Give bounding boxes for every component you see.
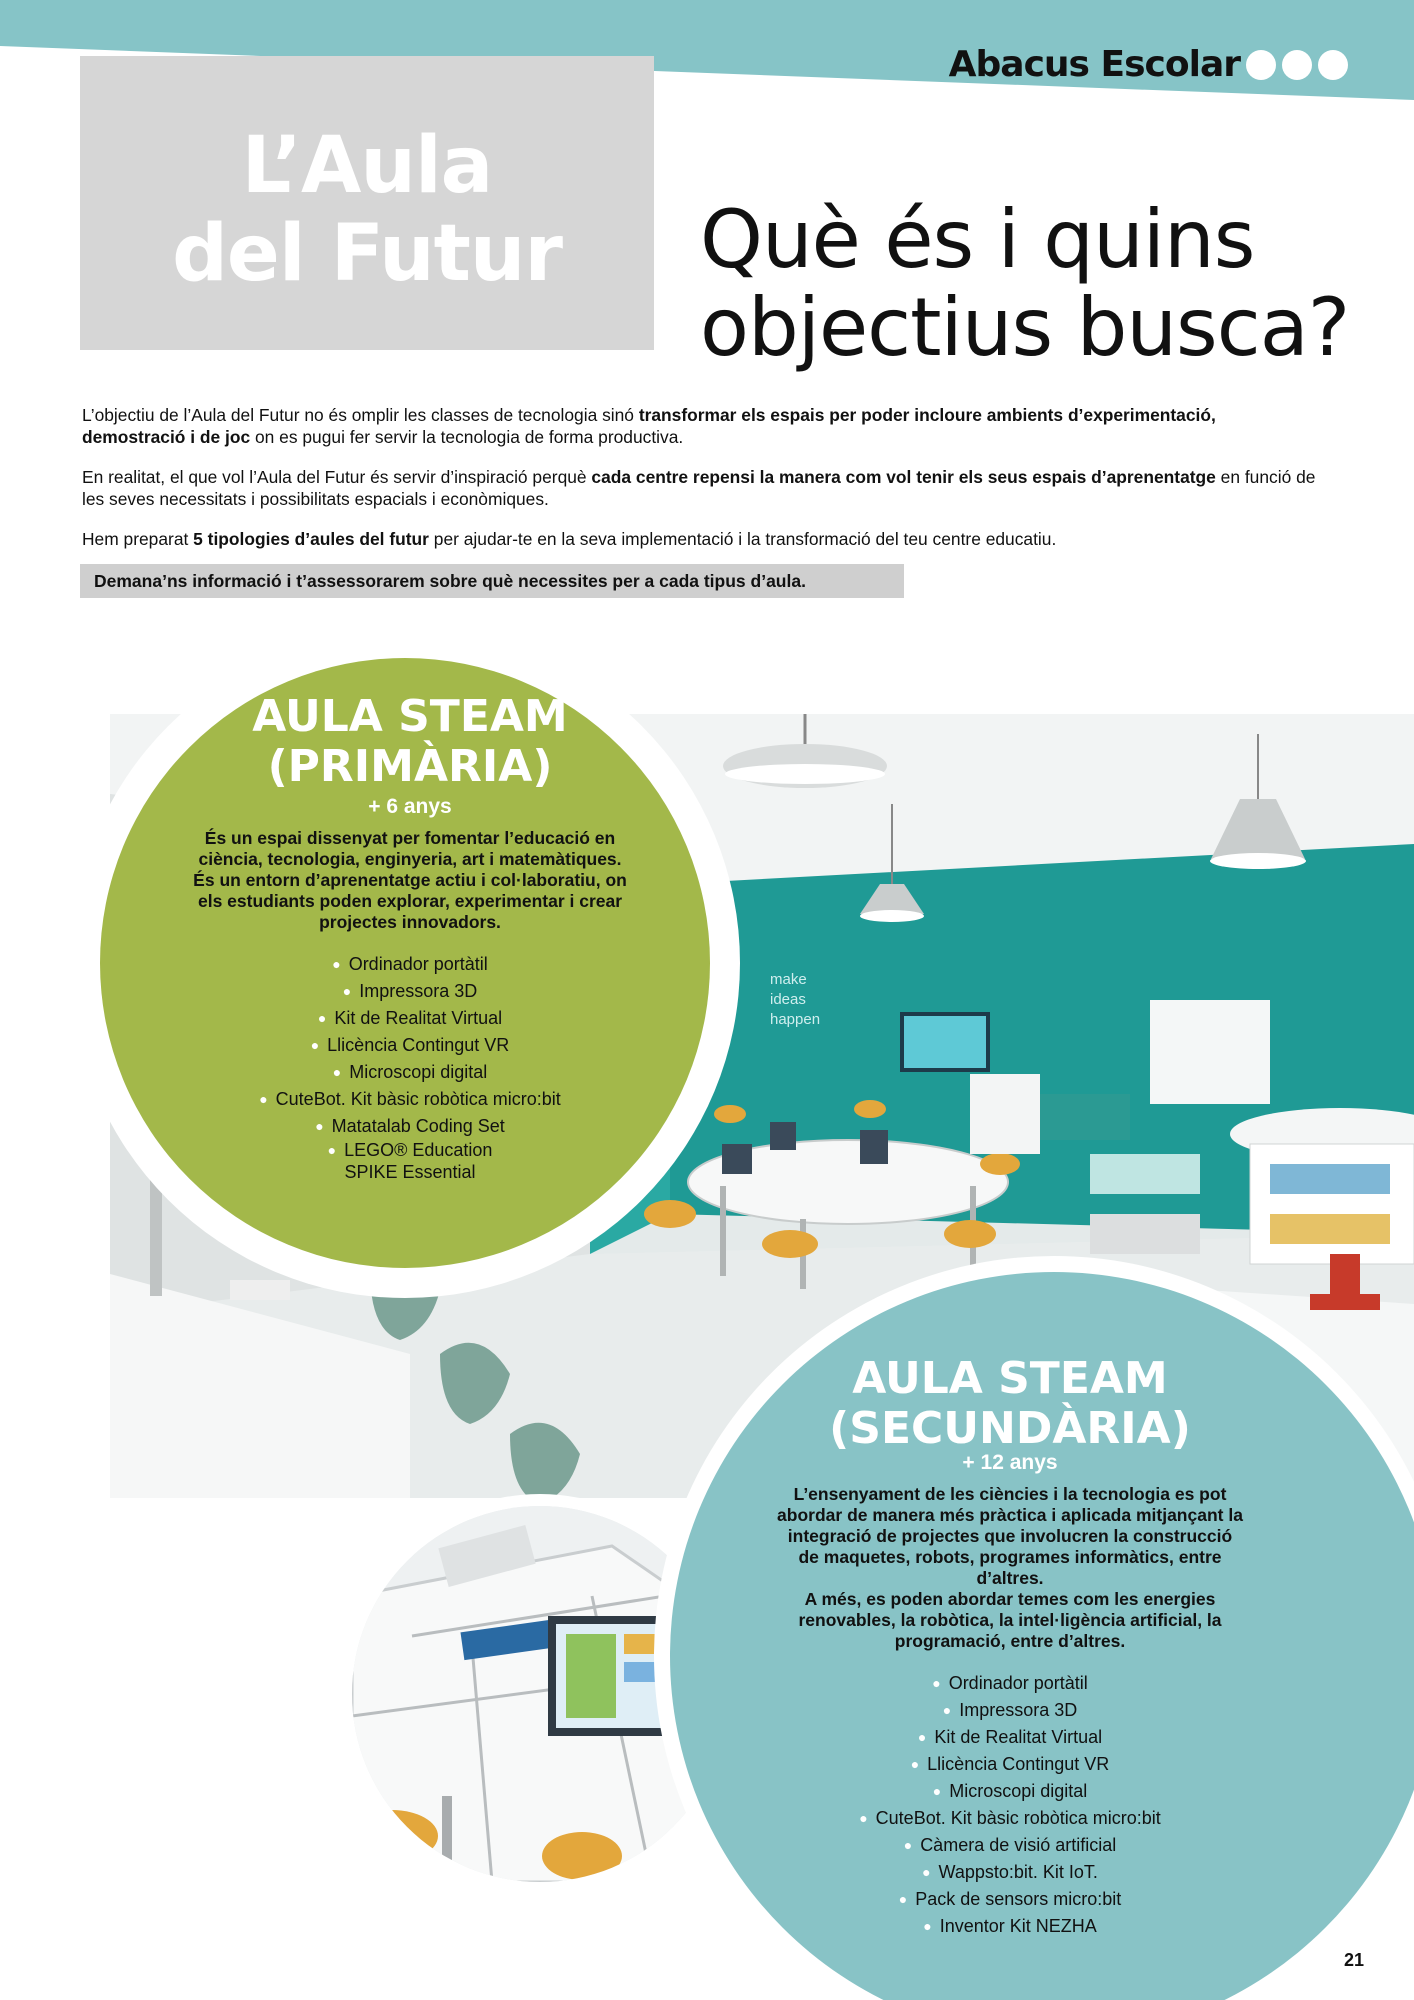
secondary-age: + 12 anys <box>962 1451 1058 1474</box>
list-item: ● Microscopi digital <box>332 1062 488 1082</box>
page-title-line1: L’Aula <box>241 121 493 211</box>
intro-paragraph-3: Hem preparat 5 tipologies d’aules del futur per ajudar-te en la seva implementació i la transformació del teu centre educatiu. <box>82 529 1057 549</box>
page-title-box <box>80 56 654 350</box>
page-number: 21 <box>1343 1950 1364 1970</box>
list-item: ● Kit de Realitat Virtual <box>317 1008 503 1028</box>
list-item: ● Pack de sensors micro:bit <box>898 1889 1122 1909</box>
section-heading-line2: objectius busca? <box>700 281 1350 374</box>
secondary-section <box>740 1354 1280 1940</box>
list-item: ● Llicència Contingut VR <box>910 1754 1110 1774</box>
page-title-line2: del Futur <box>172 209 562 299</box>
section-heading-line1: Què és i quins <box>700 193 1255 286</box>
list-item: ● LEGO® Education SPIKE Essential <box>327 1140 493 1182</box>
primary-equipment-list <box>150 951 670 1183</box>
secondary-title-line2: (SECUNDÀRIA) <box>829 1403 1191 1454</box>
list-item: ● Impressora 3D <box>342 981 478 1001</box>
list-item: ● Kit de Realitat Virtual <box>917 1727 1103 1747</box>
list-item: ● Llicència Contingut VR <box>310 1035 510 1055</box>
secondary-description-2: A més, es poden abordar temes com les energies renovables, la robòtica, la intel·ligència artificial, la programació, entre d’altres. <box>798 1589 1222 1651</box>
list-item: ● Inventor Kit NEZHA <box>923 1916 1097 1936</box>
info-callout-text: Demana’ns informació i t’assessorarem sobre què necessites per a cada tipus d’aula. <box>94 571 806 591</box>
primary-age: + 6 anys <box>368 795 452 818</box>
list-item: ● Wappsto:bit. Kit IoT. <box>922 1862 1098 1882</box>
list-item: ● Ordinador portàtil <box>332 954 488 974</box>
primary-title-line2: (PRIMÀRIA) <box>267 741 553 792</box>
list-item: ● Matatalab Coding Set <box>315 1116 505 1136</box>
list-item: ● Impressora 3D <box>942 1700 1078 1720</box>
secondary-title-line1: AULA STEAM <box>852 1353 1168 1404</box>
secondary-equipment-list <box>740 1670 1280 1940</box>
section-heading <box>700 193 1380 374</box>
intro-paragraph-2: En realitat, el que vol l’Aula del Futur és servir d’inspiració perquè cada centre repensi la manera com vol tenir els seus espais d’aprenentatge en funció de les seves necessitats i possibilitats espacials i econòmiques. <box>82 467 1316 509</box>
primary-section <box>150 692 670 1183</box>
primary-title-line1: AULA STEAM <box>252 691 568 742</box>
list-item: ● Microscopi digital <box>932 1781 1088 1801</box>
list-item: ● CuteBot. Kit bàsic robòtica micro:bit <box>259 1089 561 1109</box>
intro-paragraph-1: L’objectiu de l’Aula del Futur no és omplir les classes de tecnologia sinó transformar els espais per poder incloure ambients d’experimentació, demostració i de joc on es pugui fer servir la tecnologia de forma productiva. <box>82 405 1216 447</box>
brand-dot-icon <box>1318 50 1348 80</box>
info-callout <box>80 564 904 598</box>
list-item: ● CuteBot. Kit bàsic robòtica micro:bit <box>859 1808 1161 1828</box>
primary-description: És un espai dissenyat per fomentar l’educació en ciència, tecnologia, enginyeria, art i matemàtiques. És un entorn d’aprenentatge actiu i col·laboratiu, on els estudiants poden explorar, experimentar i crear projectes innovadors. <box>193 828 627 932</box>
secondary-description: L’ensenyament de les ciències i la tecnologia es pot abordar de manera més pràctica i aplicada mitjançant la integració de projectes que involucren la construcció de maquetes, robots, programes informàtics, entre d’altres. <box>777 1484 1243 1588</box>
list-item: ● Càmera de visió artificial <box>903 1835 1117 1855</box>
wall-text-3: happen <box>770 1011 821 1028</box>
list-item: ● Ordinador portàtil <box>932 1673 1088 1693</box>
intro-text <box>82 404 1322 568</box>
brand-name: Abacus Escolar <box>948 44 1240 85</box>
brand-logo <box>949 44 1348 85</box>
brand-dot-icon <box>1246 50 1276 80</box>
wall-text-1: make <box>770 971 807 988</box>
wall-text-2: ideas <box>770 991 806 1008</box>
brand-dot-icon <box>1282 50 1312 80</box>
